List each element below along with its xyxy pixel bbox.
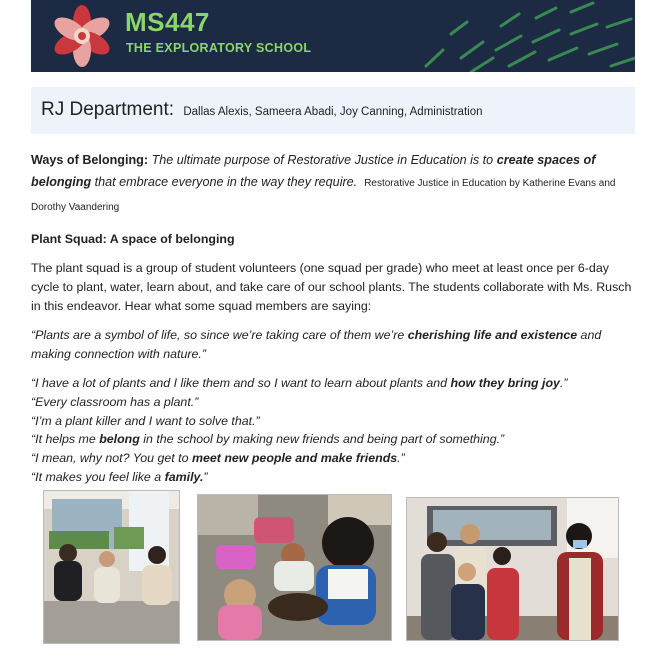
main-quote xyxy=(31,326,635,364)
header-banner xyxy=(31,0,635,72)
ways-label: Ways of Belonging: xyxy=(31,153,149,167)
school-code: MS447 xyxy=(125,7,210,37)
ways-emphasis: create spaces of belonging xyxy=(31,153,596,189)
department-title: RJ Department: xyxy=(41,99,175,120)
plant-squad-title: Plant Squad: A space of belonging xyxy=(31,232,235,246)
ways-source: Restorative Justice in Education by Katherine Evans and Dorothy Vaandering xyxy=(31,178,616,213)
banner-stripes xyxy=(31,0,635,72)
quote-item: “It makes you feel like a family.” xyxy=(31,469,208,484)
quote-item: “I mean, why not? You get to meet new people and make friends.” xyxy=(31,451,405,466)
flower-logo-icon xyxy=(49,3,115,69)
quote-list xyxy=(31,374,635,487)
quote-item: “Every classroom has a plant.” xyxy=(31,394,199,409)
photo-students-group xyxy=(406,497,619,641)
main-quote-before: “Plants are a symbol of life, so since we’re taking care of them we’re xyxy=(31,328,408,342)
ways-text-2: that embrace everyone in the way they require. xyxy=(91,175,358,189)
school-name: THE EXPLORATORY SCHOOL xyxy=(126,41,312,55)
photo-students-greenhouse xyxy=(43,490,180,644)
ways-of-belonging xyxy=(31,149,635,219)
department-bar xyxy=(31,87,635,134)
main-content xyxy=(31,149,635,487)
department-members: Dallas Alexis, Sameera Abadi, Joy Canning, Administration xyxy=(183,106,483,118)
quote-item: “I have a lot of plants and I like them and so I want to learn about plants and how they bring joy.” xyxy=(31,376,568,390)
photo-students-planting xyxy=(197,494,392,641)
quote-item: “It helps me belong in the school by making new friends and being part of something.” xyxy=(31,432,505,447)
ways-text-1: The ultimate purpose of Restorative Justice in Education is to xyxy=(148,153,497,167)
main-quote-emphasis: cherishing life and existence xyxy=(407,328,578,342)
department-heading xyxy=(41,99,483,121)
main-quote-after: and making connection with nature.” xyxy=(31,328,602,361)
quote-item: “I’m a plant killer and I want to solve that.” xyxy=(31,413,260,428)
plant-squad-paragraph: The plant squad is a group of student volunteers (one squad per grade) who meet at least once per 6-day cycle to plant, water, learn about, and take care of our school plants. The students collaborate with Ms. Rusch in this endeavor. Hear what some squad members are saying: xyxy=(31,261,632,313)
